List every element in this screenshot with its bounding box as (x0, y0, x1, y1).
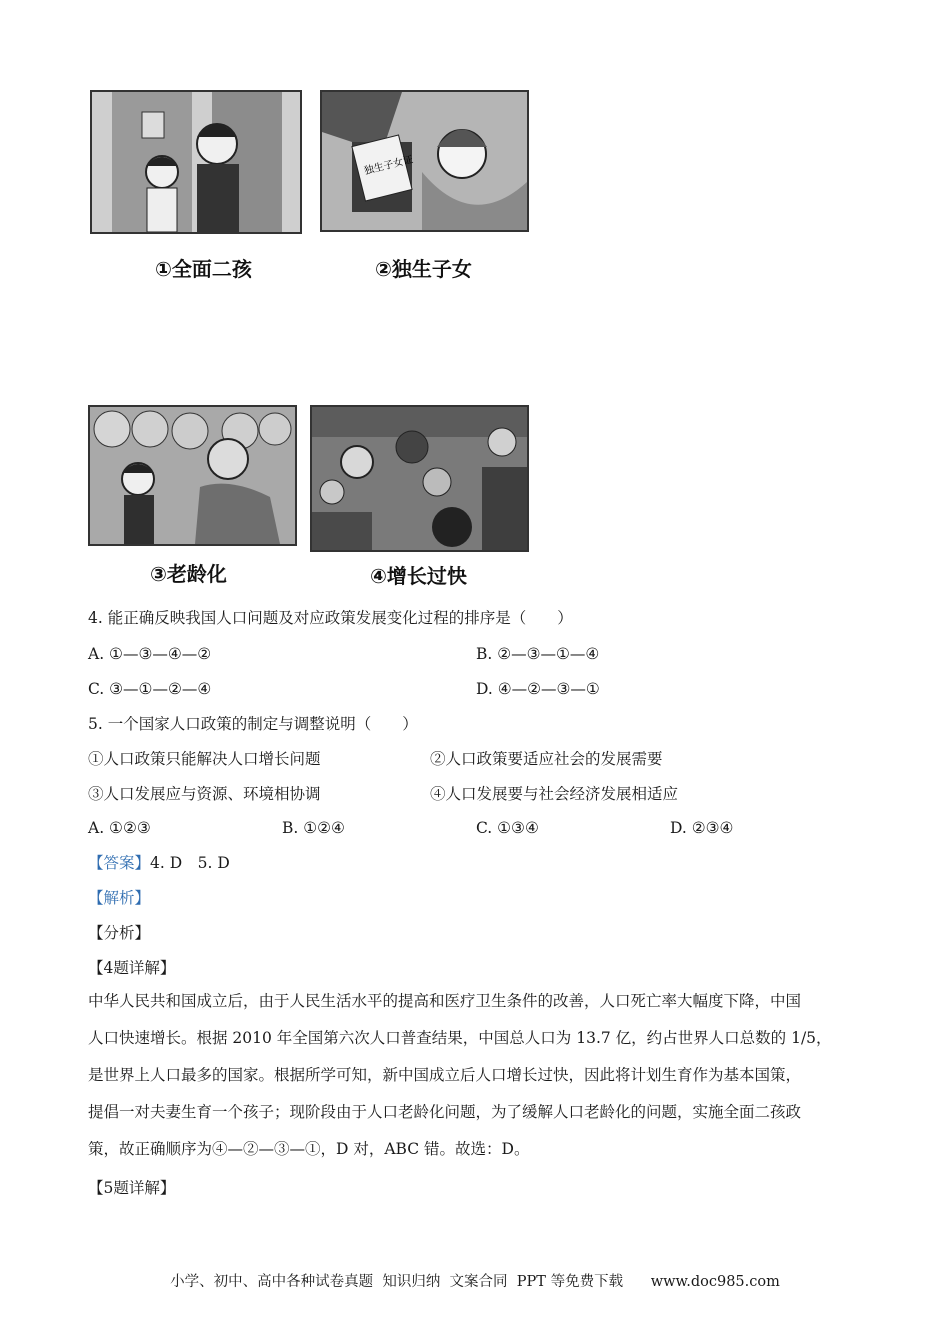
q5-statement-4: ④人口发展要与社会经济发展相适应 (430, 785, 679, 803)
only-child-certificate-text: 独生子女证 (363, 154, 415, 178)
only-child-illustration (322, 92, 527, 230)
q4-detail-line: 策，故正确顺序为④—②—③—①，D 对，ABC 错。故选：D。 (88, 1140, 530, 1158)
q5-detail-label: 【5题详解】 (88, 1179, 176, 1197)
q5-statement-3: ③人口发展应与资源、环境相协调 (88, 785, 321, 803)
page-footer: 小学、初中、高中各种试卷真题 知识归纳 文案合同 PPT 等免费下载 www.doc985.com (170, 1274, 780, 1290)
q4-detail-label: 【4题详解】 (88, 959, 176, 977)
q5-option-a: A. ①②③ (88, 819, 151, 837)
family-two-children-illustration (92, 92, 300, 232)
q4-detail-paragraph (88, 983, 864, 1168)
fenxi-label: 【分析】 (88, 924, 151, 942)
q5-statement-2: ②人口政策要适应社会的发展需要 (430, 750, 663, 768)
q4-option-d: D. ④—②—③—① (476, 680, 600, 698)
illustration-panel-2 (320, 90, 529, 232)
q4-option-c: C. ③—①—②—④ (88, 680, 212, 698)
question-4-stem: 4. 能正确反映我国人口问题及对应政策发展变化过程的排序是（ ） (88, 609, 573, 627)
q4-detail-line: 是世界上人口最多的国家。根据所学可知，新中国成立后人口增长过快，因此将计划生育作为基本国策， (88, 1066, 802, 1084)
answer-text: 4. D 5. D (150, 854, 230, 872)
illustration-caption-1: ①全面二孩 (155, 257, 252, 281)
illustration-panel-4 (310, 405, 529, 552)
q4-detail-line: 中华人民共和国成立后，由于人民生活水平的提高和医疗卫生条件的改善，人口死亡率大幅度下降，中国 (88, 992, 802, 1010)
q5-option-b: B. ①②④ (282, 819, 345, 837)
q5-option-c: C. ①③④ (476, 819, 539, 837)
aging-population-illustration (90, 407, 295, 544)
illustration-caption-4: ④增长过快 (370, 564, 467, 588)
analysis-label: 【解析】 (88, 889, 151, 907)
q5-statement-1: ①人口政策只能解决人口增长问题 (88, 750, 321, 768)
q4-detail-line: 人口快速增长。根据 2010 年全国第六次人口普查结果，中国总人口为 13.7 亿，约占世界人口总数的 1/5， (88, 1029, 832, 1047)
q4-detail-line: 提倡一对夫妻生育一个孩子；现阶段由于人口老龄化问题，为了缓解人口老龄化的问题，实施全面二孩政 (88, 1103, 802, 1121)
q4-option-a: A. ①—③—④—② (88, 645, 212, 663)
question-5-stem: 5. 一个国家人口政策的制定与调整说明（ ） (88, 715, 418, 733)
answer-line (88, 853, 230, 873)
rapid-growth-illustration (312, 407, 527, 550)
q5-option-d: D. ②③④ (670, 819, 734, 837)
illustration-caption-2: ②独生子女 (375, 257, 472, 281)
answer-label: 【答案】 (88, 854, 151, 872)
illustration-panel-3 (88, 405, 297, 546)
q4-option-b: B. ②—③—①—④ (476, 645, 600, 663)
illustration-caption-3: ③老龄化 (150, 562, 227, 586)
illustration-panel-1 (90, 90, 302, 234)
